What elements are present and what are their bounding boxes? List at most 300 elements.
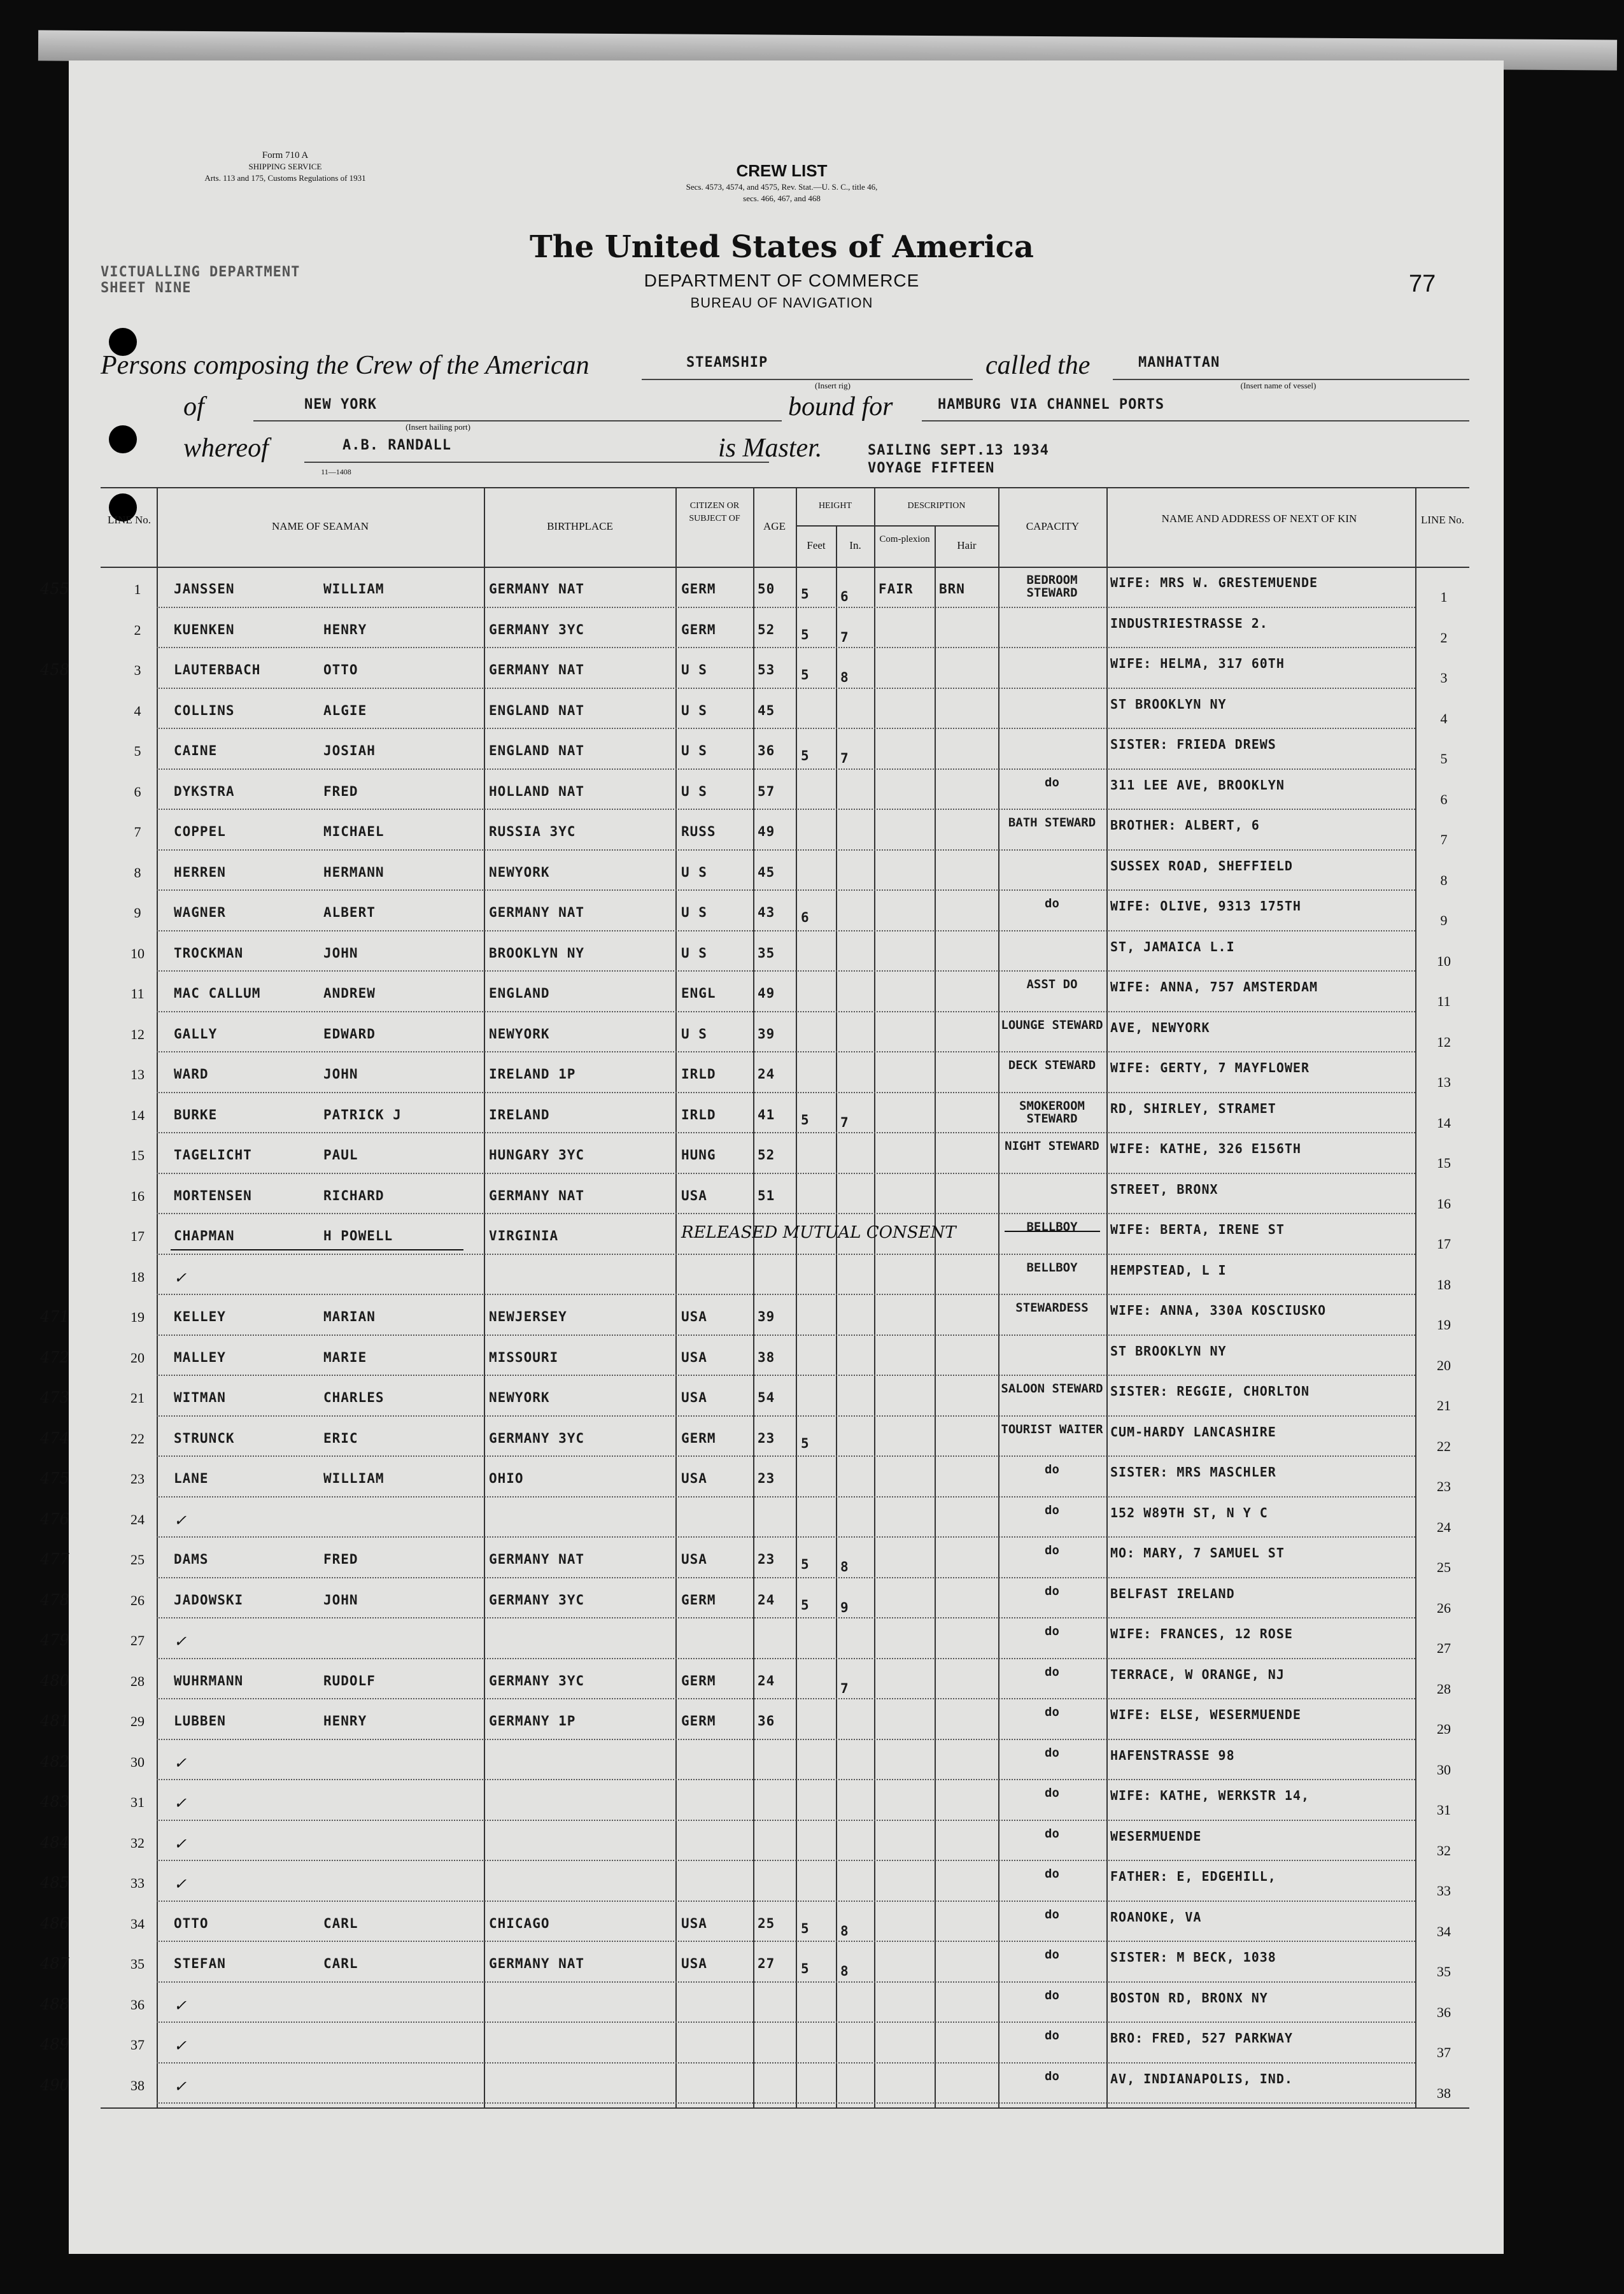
row-rule: [157, 2102, 1415, 2104]
punch-hole: [109, 425, 137, 453]
row-ref-number: 471: [40, 1308, 69, 1326]
row-ref-number: 488: [40, 1995, 69, 2013]
age: 52: [758, 621, 775, 637]
row-rule: [157, 2062, 1415, 2064]
citizenship: USA: [681, 1956, 707, 1971]
age: 43: [758, 905, 775, 920]
citizenship: U S: [681, 945, 707, 961]
height-feet: 5: [801, 1112, 810, 1128]
age: 35: [758, 945, 775, 961]
table-bottom-rule: [101, 2107, 1469, 2109]
birthplace: GERMANY NAT: [489, 1552, 585, 1567]
seaman-given-name: FRED: [323, 1552, 358, 1567]
row-ref-number: 455: [40, 580, 69, 598]
seaman-given-name: ALGIE: [323, 702, 367, 718]
line-number-right: 25: [1437, 1559, 1451, 1575]
capacity: do: [1045, 1624, 1059, 1638]
seaman-surname: WUHRMANN: [174, 1673, 244, 1689]
height-feet: 5: [801, 1597, 810, 1613]
height-inches: 8: [840, 1923, 849, 1939]
line-number: 16: [131, 1187, 145, 1204]
row-rule: [157, 1617, 1415, 1618]
next-of-kin: ST BROOKLYN NY: [1110, 696, 1227, 712]
row-rule: [157, 647, 1415, 648]
seaman-given-name: WILLIAM: [323, 581, 385, 597]
row-rule: [157, 728, 1415, 729]
form-number: Form 710 A SHIPPING SERVICE Arts. 113 and 175, Customs Regulations of 1931: [204, 150, 366, 183]
age: 39: [758, 1026, 775, 1042]
line-number: 17: [131, 1228, 145, 1244]
birthplace: GERMANY 3YC: [489, 1592, 585, 1608]
birthplace: CHICAGO: [489, 1915, 550, 1931]
next-of-kin: BOSTON RD, BRONX NY: [1110, 1990, 1268, 2006]
birthplace: GERMANY 3YC: [489, 1430, 585, 1446]
seaman-surname: DYKSTRA: [174, 783, 235, 799]
age: 36: [758, 1713, 775, 1729]
row-rule: [157, 1375, 1415, 1376]
line-number-right: 35: [1437, 1964, 1451, 1979]
seaman-given-name: CARL: [323, 1915, 358, 1931]
birthplace: GERMANY NAT: [489, 905, 585, 920]
capacity: do: [1045, 1867, 1059, 1881]
next-of-kin: INDUSTRIESTRASSE 2.: [1110, 615, 1268, 631]
line-number: 33: [131, 1875, 145, 1891]
next-of-kin: WIFE: MRS W. GRESTEMUENDE: [1110, 575, 1318, 590]
next-of-kin: WESERMUENDE: [1110, 1828, 1202, 1844]
row-ref-number: 474: [40, 1429, 69, 1447]
header-age: AGE: [763, 520, 786, 532]
line-number: 38: [131, 2077, 145, 2093]
citizenship: ENGL: [681, 986, 716, 1001]
next-of-kin: 311 LEE AVE, BROOKLYN: [1110, 777, 1285, 793]
seaman-surname: ✓: [174, 1632, 187, 1650]
capacity: TOURIST WAITER: [1001, 1422, 1103, 1436]
row-ref-number: 478: [40, 1590, 69, 1609]
capacity: do: [1045, 896, 1059, 910]
line-number: 31: [131, 1794, 145, 1810]
row-rule: [157, 1698, 1415, 1699]
capacity: do: [1045, 1907, 1059, 1922]
capacity: do: [1045, 1462, 1059, 1476]
line-number-right: 38: [1437, 2085, 1451, 2101]
row-ref-number: 476: [40, 1510, 69, 1528]
capacity: do: [1045, 2028, 1059, 2043]
printer-code: 11—1408: [321, 467, 351, 476]
height-feet: 5: [801, 1557, 810, 1572]
birthplace: RUSSIA 3YC: [489, 824, 576, 839]
seaman-surname: TAGELICHT: [174, 1147, 252, 1163]
row-rule: [157, 1455, 1415, 1457]
line-number-right: 33: [1437, 1883, 1451, 1899]
age: 36: [758, 743, 775, 758]
seaman-given-name: ERIC: [323, 1430, 358, 1446]
birthplace: GERMANY NAT: [489, 662, 585, 677]
line-number: 11: [131, 986, 145, 1002]
hailing-port: NEW YORK: [304, 397, 377, 413]
row-ref-number: 472: [40, 1348, 69, 1366]
header-line-no: LINE No.: [108, 514, 151, 526]
row-ref-number: 483: [40, 1793, 69, 1811]
line-number-right: 31: [1437, 1802, 1451, 1818]
line-number-right: 36: [1437, 2004, 1451, 2020]
citizenship: RUSS: [681, 824, 716, 839]
next-of-kin: RD, SHIRLEY, STRAMET: [1110, 1100, 1276, 1116]
header-line-no-right: LINE No.: [1421, 514, 1464, 526]
seaman-surname: JANSSEN: [174, 581, 235, 597]
line-number: 19: [131, 1309, 145, 1325]
seaman-given-name: JOHN: [323, 1066, 358, 1082]
height-inches: 8: [840, 670, 849, 685]
seaman-surname: ✓: [174, 2077, 187, 2095]
line-number: 4: [134, 702, 141, 719]
seaman-given-name: WILLIAM: [323, 1471, 385, 1486]
next-of-kin: TERRACE, W ORANGE, NJ: [1110, 1666, 1285, 1682]
birthplace: ENGLAND NAT: [489, 702, 585, 718]
age: 23: [758, 1552, 775, 1567]
birthplace: NEWYORK: [489, 1390, 550, 1405]
header-feet: Feet: [807, 539, 826, 551]
row-ref-number: 484: [40, 1833, 69, 1851]
row-ref-number: 489: [40, 2036, 69, 2053]
seaman-surname: MALLEY: [174, 1349, 226, 1365]
birthplace: GERMANY NAT: [489, 1187, 585, 1203]
row-rule: [157, 809, 1415, 810]
hair: BRN: [939, 581, 965, 597]
row-rule: [157, 849, 1415, 851]
line-number: 22: [131, 1430, 145, 1447]
citizenship: GERM: [681, 1592, 716, 1608]
seaman-surname: ✓: [174, 1753, 187, 1772]
col-rule: [796, 487, 797, 2107]
capacity: BELLBOY: [1026, 1260, 1078, 1275]
capacity: SMOKEROOM STEWARD: [1019, 1098, 1085, 1126]
preamble-whereof: whereof: [183, 434, 269, 463]
birthplace: VIRGINIA: [489, 1228, 559, 1243]
col-rule: [753, 487, 754, 2107]
capacity: do: [1045, 1988, 1059, 2002]
row-ref-number: 486: [40, 1914, 69, 1932]
line-number-right: 28: [1437, 1680, 1451, 1697]
capacity: do: [1045, 1503, 1059, 1517]
seaman-given-name: CARL: [323, 1956, 358, 1971]
rig-value: STEAMSHIP: [686, 355, 768, 371]
line-number-right: 16: [1437, 1195, 1451, 1212]
capacity: do: [1045, 1583, 1059, 1598]
row-17-capacity-strike: [1005, 1231, 1100, 1232]
next-of-kin: CUM-HARDY LANCASHIRE: [1110, 1424, 1276, 1440]
row-rule: [157, 1415, 1415, 1417]
next-of-kin: WIFE: BERTA, IRENE ST: [1110, 1222, 1285, 1237]
capacity: BATH STEWARD: [1008, 816, 1096, 830]
next-of-kin: HAFENSTRASSE 98: [1110, 1747, 1235, 1763]
seaman-surname: KELLEY: [174, 1309, 226, 1324]
form-statutes: Secs. 4573, 4574, and 4575, Rev. Stat.—U. S. C., title 46, secs. 466, 467, and 468: [686, 182, 878, 203]
capacity: do: [1045, 2069, 1059, 2083]
seaman-given-name: EDWARD: [323, 1026, 376, 1042]
age: 41: [758, 1107, 775, 1122]
row-rule: [157, 1213, 1415, 1214]
master-name: A.B. RANDALL: [342, 437, 451, 453]
line-number: 27: [131, 1632, 145, 1648]
page-number: 77: [1409, 271, 1436, 297]
birthplace: NEWJERSEY: [489, 1309, 567, 1324]
line-number-right: 22: [1437, 1438, 1451, 1454]
header-name: NAME OF SEAMAN: [271, 520, 369, 532]
line-number-right: 13: [1437, 1074, 1451, 1090]
vessel-caption: (Insert name of vessel): [1240, 381, 1317, 390]
seaman-surname: LUBBEN: [174, 1713, 226, 1729]
row-ref-number: 485: [40, 1874, 69, 1892]
next-of-kin: FATHER: E, EDGEHILL,: [1110, 1869, 1276, 1884]
seaman-surname: COPPEL: [174, 824, 226, 839]
row-ref-number: 490: [40, 2076, 69, 2094]
citizenship: U S: [681, 905, 707, 920]
line-number-right: 14: [1437, 1114, 1451, 1131]
seaman-given-name: MARIAN: [323, 1309, 376, 1324]
next-of-kin: WIFE: KATHE, WERKSTR 14,: [1110, 1788, 1310, 1803]
birthplace: IRELAND 1P: [489, 1066, 576, 1082]
birthplace: MISSOURI: [489, 1349, 559, 1365]
line-number-right: 10: [1437, 952, 1451, 969]
citizenship: USA: [681, 1471, 707, 1486]
line-number: 24: [131, 1511, 145, 1527]
col-rule: [998, 487, 999, 2107]
preamble-called: called the: [985, 351, 1091, 380]
next-of-kin: WIFE: HELMA, 317 60TH: [1110, 656, 1285, 671]
header-inches: In.: [849, 539, 861, 551]
height-feet: 5: [801, 586, 810, 602]
capacity: BELLBOY: [1026, 1220, 1078, 1234]
row-rule: [157, 1536, 1415, 1538]
age: 24: [758, 1066, 775, 1082]
age: 57: [758, 783, 775, 799]
capacity: LOUNGE STEWARD: [1001, 1017, 1103, 1032]
line-number-right: 23: [1437, 1478, 1451, 1494]
birthplace: ENGLAND: [489, 986, 550, 1001]
voyage-number: VOYAGE FIFTEEN: [868, 460, 995, 476]
next-of-kin: 152 W89TH ST, N Y C: [1110, 1505, 1268, 1520]
birthplace: OHIO: [489, 1471, 524, 1486]
line-number-right: 11: [1437, 993, 1451, 1009]
line-number: 13: [131, 1066, 145, 1082]
line-number: 20: [131, 1349, 145, 1366]
row-rule: [157, 1092, 1415, 1093]
age: 52: [758, 1147, 775, 1163]
row-ref-number: 479: [40, 1631, 69, 1649]
seaman-surname: GALLY: [174, 1026, 218, 1042]
capacity: STEWARDESS: [1015, 1301, 1089, 1315]
row-ref-number: 480: [40, 1671, 69, 1690]
line-number: 14: [131, 1107, 145, 1123]
row-rule: [157, 1132, 1415, 1133]
row-rule: [157, 1173, 1415, 1174]
preamble-of: of: [183, 392, 204, 421]
height-inches: 7: [840, 1114, 849, 1130]
line-number: 6: [134, 783, 141, 800]
birthplace: GERMANY NAT: [489, 1956, 585, 1971]
line-number: 25: [131, 1552, 145, 1568]
preamble-is-master: is Master.: [718, 434, 823, 463]
department-heading: DEPARTMENT OF COMMERCE: [644, 271, 920, 290]
capacity: DECK STEWARD: [1008, 1058, 1096, 1072]
line-number-right: 6: [1440, 791, 1448, 807]
capacity: do: [1045, 1786, 1059, 1800]
next-of-kin: ST, JAMAICA L.I: [1110, 938, 1235, 954]
row-ref-number: 475: [40, 1469, 69, 1487]
row-rule: [157, 607, 1415, 608]
line-number: 3: [134, 662, 141, 678]
age: 53: [758, 662, 775, 677]
line-number: 30: [131, 1753, 145, 1770]
line-number-right: 30: [1437, 1761, 1451, 1778]
header-capacity: CAPACITY: [1026, 520, 1080, 532]
line-number: 37: [131, 2037, 145, 2053]
next-of-kin: STREET, BRONX: [1110, 1181, 1218, 1197]
line-number: 32: [131, 1834, 145, 1851]
line-number-right: 34: [1437, 1923, 1451, 1939]
col-rule: [675, 487, 677, 2107]
line-number: 9: [134, 905, 141, 921]
height-feet: 6: [801, 910, 810, 925]
capacity: BEDROOM STEWARD: [1026, 573, 1078, 600]
birthplace: HUNGARY 3YC: [489, 1147, 585, 1163]
line-number: 28: [131, 1673, 145, 1689]
next-of-kin: ROANOKE, VA: [1110, 1909, 1202, 1925]
seaman-surname: STEFAN: [174, 1956, 226, 1971]
capacity: do: [1045, 1745, 1059, 1760]
release-note: RELEASED MUTUAL CONSENT: [681, 1223, 956, 1242]
capacity: SALOON STEWARD: [1001, 1382, 1103, 1396]
government-heading: The United States of America: [529, 229, 1034, 265]
capacity: do: [1045, 1705, 1059, 1719]
capacity: do: [1045, 1826, 1059, 1841]
subheader-rule: [796, 525, 998, 527]
citizenship: U S: [681, 783, 707, 799]
age: 45: [758, 864, 775, 880]
seaman-surname: WITMAN: [174, 1390, 226, 1405]
seaman-given-name: PATRICK J: [323, 1107, 402, 1122]
seaman-surname: DAMS: [174, 1552, 209, 1567]
seaman-given-name: PAUL: [323, 1147, 358, 1163]
age: 39: [758, 1309, 775, 1324]
height-inches: 7: [840, 629, 849, 645]
vessel-name: MANHATTAN: [1138, 355, 1220, 371]
table-header-rule: [101, 567, 1469, 568]
col-rule: [935, 525, 936, 2107]
seaman-surname: WAGNER: [174, 905, 226, 920]
birthplace: NEWYORK: [489, 1026, 550, 1042]
sailing-date: SAILING SEPT.13 1934: [868, 443, 1049, 458]
line-number: 29: [131, 1713, 145, 1729]
birthplace: HOLLAND NAT: [489, 783, 585, 799]
citizenship: U S: [681, 662, 707, 677]
next-of-kin: BRO: FRED, 527 PARKWAY: [1110, 2030, 1293, 2046]
next-of-kin: HEMPSTEAD, L I: [1110, 1262, 1227, 1278]
line-number-right: 37: [1437, 2044, 1451, 2060]
rig-caption: (Insert rig): [815, 381, 851, 390]
birthplace: ENGLAND NAT: [489, 743, 585, 758]
height-inches: 7: [840, 1680, 849, 1696]
age: 24: [758, 1592, 775, 1608]
row-rule: [157, 1496, 1415, 1497]
citizenship: U S: [681, 864, 707, 880]
line-number-right: 1: [1440, 589, 1448, 605]
row-rule: [157, 688, 1415, 689]
capacity: do: [1045, 1664, 1059, 1679]
citizenship: USA: [681, 1187, 707, 1203]
citizenship: USA: [681, 1552, 707, 1567]
line-number-right: 19: [1437, 1317, 1451, 1333]
seaman-surname: WARD: [174, 1066, 209, 1082]
line-number-right: 20: [1437, 1357, 1451, 1373]
next-of-kin: SISTER: REGGIE, CHORLTON: [1110, 1384, 1310, 1399]
destination-underline: [922, 420, 1469, 421]
seaman-surname: ✓: [174, 1268, 187, 1287]
seaman-given-name: JOSIAH: [323, 743, 376, 758]
next-of-kin: ST BROOKLYN NY: [1110, 1343, 1227, 1359]
height-inches: 8: [840, 1559, 849, 1575]
seaman-given-name: ANDREW: [323, 986, 376, 1001]
capacity: NIGHT STEWARD: [1005, 1139, 1099, 1153]
age: 49: [758, 824, 775, 839]
row-rule: [157, 1860, 1415, 1861]
age: 54: [758, 1390, 775, 1405]
line-number-right: 24: [1437, 1519, 1451, 1535]
master-underline: [304, 462, 769, 463]
line-number-right: 5: [1440, 751, 1448, 767]
seaman-given-name: HERMANN: [323, 864, 385, 880]
row-ref-number: 481: [40, 1712, 69, 1730]
row-rule: [157, 1294, 1415, 1295]
seaman-given-name: HENRY: [323, 1713, 367, 1729]
seaman-given-name: RUDOLF: [323, 1673, 376, 1689]
seaman-given-name: CHARLES: [323, 1390, 385, 1405]
line-number-right: 29: [1437, 1721, 1451, 1737]
age: 23: [758, 1471, 775, 1486]
line-number-right: 21: [1437, 1398, 1451, 1413]
bureau-heading: BUREAU OF NAVIGATION: [690, 295, 873, 311]
row-rule: [157, 930, 1415, 931]
row-rule: [157, 1901, 1415, 1902]
citizenship: GERM: [681, 581, 716, 597]
seaman-surname: ✓: [174, 1511, 187, 1529]
next-of-kin: AVE, NEWYORK: [1110, 1019, 1210, 1035]
age: 51: [758, 1187, 775, 1203]
age: 25: [758, 1915, 775, 1931]
birthplace: GERMANY NAT: [489, 581, 585, 597]
capacity: ASST DO: [1026, 977, 1078, 991]
seaman-surname: JADOWSKI: [174, 1592, 244, 1608]
age: 45: [758, 702, 775, 718]
row-rule: [157, 1011, 1415, 1012]
height-feet: 5: [801, 1920, 810, 1936]
line-number-right: 32: [1437, 1842, 1451, 1859]
row-rule: [157, 2021, 1415, 2023]
next-of-kin: WIFE: ANNA, 757 AMSTERDAM: [1110, 979, 1318, 995]
line-number: 7: [134, 824, 141, 840]
line-number: 2: [134, 621, 141, 638]
citizenship: GERM: [681, 1713, 716, 1729]
seaman-given-name: RICHARD: [323, 1187, 385, 1203]
line-number-right: 4: [1440, 710, 1448, 726]
row-rule: [157, 1739, 1415, 1740]
line-number: 10: [131, 945, 145, 961]
next-of-kin: WIFE: ELSE, WESERMUENDE: [1110, 1707, 1301, 1722]
seaman-surname: STRUNCK: [174, 1430, 235, 1446]
line-number: 34: [131, 1915, 145, 1932]
row-rule: [157, 1820, 1415, 1821]
line-number: 23: [131, 1471, 145, 1487]
